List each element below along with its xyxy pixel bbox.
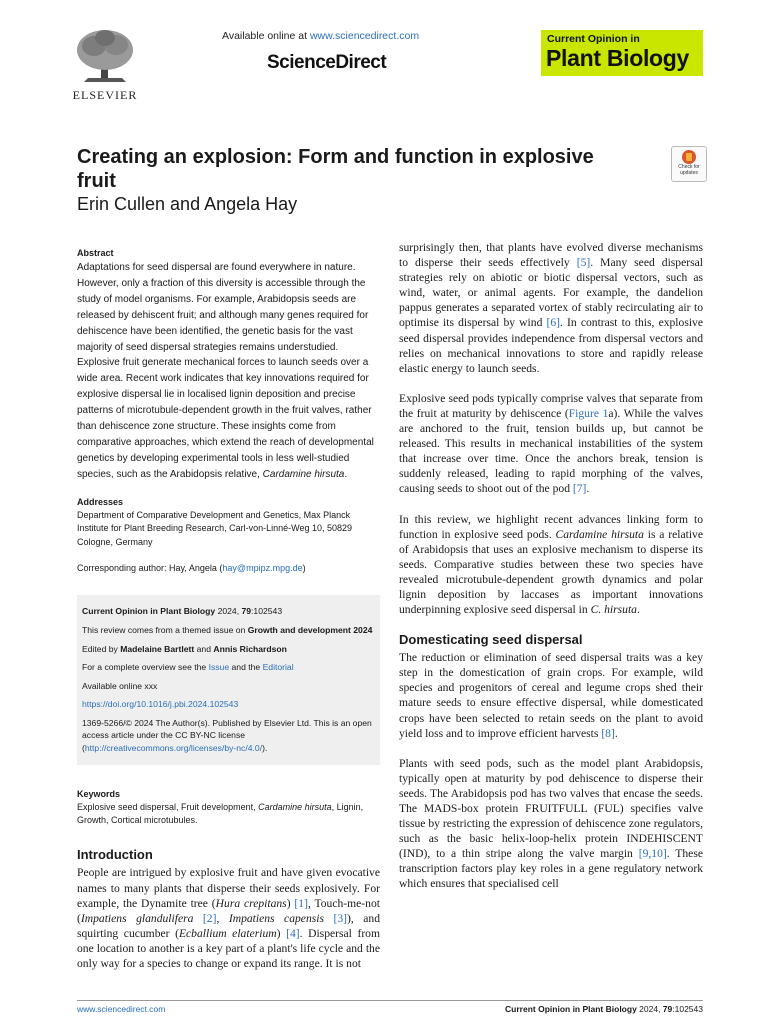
abstract-heading: Abstract (77, 248, 114, 258)
check-updates-icon (682, 150, 696, 164)
themed-issue-line: This review comes from a themed issue on Growth and development 2024 (82, 624, 373, 635)
available-online-line (222, 30, 419, 42)
page-header (0, 0, 770, 110)
ref-link[interactable]: [6] (546, 316, 561, 330)
keywords-heading: Keywords (77, 788, 121, 799)
author-email-link[interactable]: hay@mpipz.mpg.de (222, 562, 303, 573)
footer-sciencedirect-link[interactable]: www.sciencedirect.com (77, 1004, 166, 1014)
abstract-text: Adaptations for seed dispersal are found everywhere in nature. However, only a fraction of this diversity is accessible through the study of model organisms. For example, Arabidopsis seeds are released by dehiscent fruit; and although many genes required for dehiscence have been identified, the genetic basis for the vast majority of seed dispersal strategies remains understudied. Explosive fruit generate mechanical forces to launch seeds over a wide area. Recent work indicates that key innovations required for explosive dispersal lie in localised lignin deposition and precise patterns of microtubule-dependent growth in the fruit valves, rather than dehiscence zone structure. These insights come from comparative approaches, which extend the reach of developmental genetics by developing experimental tools in less well-studied species, such as the Arabidopsis relative, Cardamine hirsuta. (77, 262, 374, 480)
addresses-heading: Addresses (77, 496, 124, 507)
ref-link[interactable]: [1] (294, 896, 308, 910)
ref-link[interactable]: [2] (202, 911, 217, 925)
available-online-date: Available online xxx (82, 680, 158, 691)
body-paragraph-1: surprisingly then, that plants have evolved diverse mechanisms to disperse their seeds effectively [5]. Many seed dispersal strategies rely on abiotic or biotic dispersal vectors, such as wind, water, or animal agents. For example, the dandelion pappus generates a separated vortex of stably recirculating air to optimise its dispersal by wind [6]. In contrast to this, explosive seed dispersal provides independence from dispersal vectors and relies on mechanical innovations to store and rapidly release elastic energy to launch seeds. (399, 241, 703, 375)
copyright-line: 1369-5266/© 2024 The Author(s). Published by Elsevier Ltd. This is an open access article under the CC BY-NC license (http://creativecommons.org/licenses/by-nc/4.0/). (82, 717, 372, 754)
corresponding-author: Corresponding author: Hay, Angela (hay@mpipz.mpg.de) (77, 562, 306, 573)
issue-link[interactable]: Issue (208, 662, 230, 673)
ref-link[interactable]: [7] (572, 482, 587, 496)
ref-link[interactable]: [3] (333, 911, 348, 925)
article-title: Creating an explosion: Form and function in explosive fruit (77, 146, 594, 192)
sciencedirect-wordmark: ScienceDirect (267, 52, 387, 73)
article-authors: Erin Cullen and Angela Hay (77, 194, 298, 214)
doi-link[interactable]: https://doi.org/10.1016/j.pbi.2024.102543 (82, 699, 239, 710)
journal-name-small: Current Opinion in (547, 33, 640, 45)
introduction-paragraph: People are intrigued by explosive fruit and have given evocative names to many plants that disperse their seeds explosively. For example, the Dynamite tree (Hura crepitans) [1], Touch-me-not (Impatiens glandulifera [2], Impatiens capensis [3]), and squirting cucumber (Ecballium elaterium) [4]. Dispersal from one location to another is a key part of a plant's life cycle and the only way for a species to change or expand its range. It is not (77, 866, 381, 971)
figure-link[interactable]: Figure 1 (568, 406, 609, 420)
introduction-heading: Introduction (77, 847, 153, 863)
addresses-text: Department of Comparative Development and Genetics, Max Planck Institute for Plant Breeding Research, Carl-von-Linné-Weg 10, 50829 Cologne, Germany (77, 509, 352, 547)
elsevier-tree-icon (70, 28, 140, 86)
body-paragraph-3: In this review, we highlight recent advances linking form to function in explosive seed pods. Cardamine hirsuta is a relative of Arabidopsis that uses an explosive mechanism to disperse its seeds. Comparative studies between these two species have revealed microtubule-dependent growth dynamics and polar lignin deposition by laccases as important innovations underpinning explosive seed dispersal in C. hirsuta. (399, 512, 703, 617)
ref-link[interactable]: [9,10] (638, 847, 667, 861)
page-footer (77, 1000, 703, 1014)
right-column (399, 240, 703, 907)
editorial-link[interactable]: Editorial (262, 662, 294, 673)
footer-citation: Current Opinion in Plant Biology 2024, 79:102543 (505, 1004, 703, 1014)
article-info-box (77, 595, 380, 764)
body-paragraph-5: Plants with seed pods, such as the model plant Arabidopsis, typically open at maturity by pod dehiscence to disperse their seeds. The Arabidopsis pod has two valves that encase the seeds. The MADS-box protein FRUITFULL (FUL) specifies valve tissue by restricting the expression of dehiscence zone regulators, such as the basic helix-loop-helix protein INDEHISCENT (IND), to a thin stripe along the valve margin [9,10]. These transcription factors play key roles in a gene regulatory network which ensures that specialised cell (399, 756, 703, 891)
ref-link[interactable]: [8] (601, 726, 615, 740)
journal-name-large: Plant Biology (546, 45, 690, 71)
overview-line: For a complete overview see the Issue and the Editorial (82, 662, 294, 673)
keywords-text: Explosive seed dispersal, Fruit development, Cardamine hirsuta, Lignin, Growth, Cortical microtubules. (77, 801, 364, 826)
ref-link[interactable]: [5] (576, 256, 591, 270)
check-updates-label: Check for updates (678, 164, 700, 176)
body-paragraph-4: The reduction or elimination of seed dispersal traits was a key step in the domestication of grain crops. For example, wild species and progenitors of cereal and legume crops shed their mature seeds to ensure effective dispersal, while domesticated crops have been selected to retain seeds on the plant to avoid yield loss and to improve efficient harvests [8]. (399, 651, 703, 740)
body-paragraph-2: Explosive seed pods typically comprise valves that separate from the fruit at maturity by dehiscence (Figure 1a). While the valves are anchored to the fruit, tension builds up, but cannot be released. This results in mechanical instabilities of the system that increase over time. Once the anchors break, tension is suddenly released, leading to rapid morphing of the valves, causing seeds to shoot out of the pod [7]. (399, 391, 703, 496)
domesticating-heading: Domesticating seed dispersal (399, 632, 583, 648)
publisher-name: ELSEVIER (72, 88, 138, 102)
license-link[interactable]: http://creativecommons.org/licenses/by-nc/4.0/ (84, 743, 263, 754)
doi-line (82, 698, 375, 711)
elsevier-logo (70, 28, 140, 103)
sciencedirect-link[interactable]: www.sciencedirect.com (309, 30, 420, 42)
edited-by-line: Edited by Madelaine Bartlett and Annis Richardson (82, 643, 287, 654)
journal-badge (541, 30, 703, 76)
available-online-label: Available online at (222, 30, 310, 42)
ref-link[interactable]: [4] (286, 926, 300, 940)
left-column (77, 248, 380, 971)
check-for-updates-button[interactable] (671, 146, 707, 182)
citation-line: Current Opinion in Plant Biology 2024, 79:102543 (82, 606, 283, 617)
